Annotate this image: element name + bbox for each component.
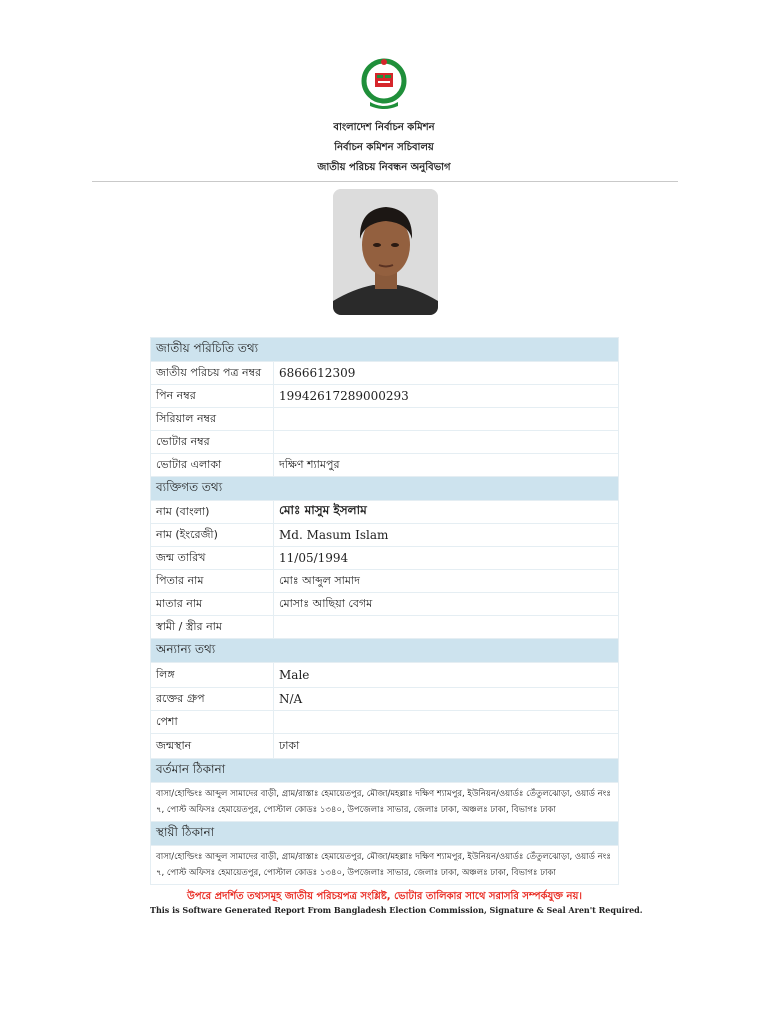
spouse-name-label: স্বামী / স্ত্রীর নাম [151,616,274,639]
voter-number-value [274,431,619,454]
section-national-identity: জাতীয় পরিচিতি তথ্য [151,338,619,362]
secretariat-name: নির্বাচন কমিশন সচিবালয় [334,142,434,153]
commission-name: বাংলাদেশ নির্বাচন কমিশন [333,122,435,133]
name-bangla-label: নাম (বাংলা) [151,501,274,524]
date-of-birth-label: জন্ম তারিখ [151,547,274,570]
name-bangla-value: মোঃ মাসুম ইসলাম [274,501,619,524]
section-permanent-address: স্থায়ী ঠিকানা [151,822,619,846]
section-personal: ব্যক্তিগত তথ্য [151,477,619,501]
citizen-portrait-photo-icon [333,189,438,315]
present-address-text: বাসা/হোল্ডিংঃ আব্দুল সামাদের বাড়ী, গ্রাম/রাস্তাঃ হেমায়েতপুর, মৌজা/মহল্লাঃ দক্ষিণ শ্যামপুর, ইউনিয়ন/ওয়ার্ডঃ তেঁতুলঝোড়া, ওয়ার্ড নংঃ ৭, পোস্ট অফিসঃ হেমায়েতপুর, পোস্টাল কোডঃ ১৩৪০, উপজেলাঃ সাভার, জেলাঃ ঢাকা, অঞ্চলঃ ঢাকা, বিভাগঃ ঢাকা [151,783,619,822]
section-other: অন্যান্য তথ্য [151,639,619,663]
date-of-birth-value: 11/05/1994 [274,547,619,570]
english-notice: This is Software Generated Report From Bangladesh Election Commission, Signature & Seal Aren't Required. [150,905,643,915]
mother-name-label: মাতার নাম [151,593,274,616]
serial-number-value [274,408,619,431]
occupation-value [274,711,619,734]
blood-group-label: রক্তের গ্রুপ [151,688,274,711]
voter-number-label: ভোটার নম্বর [151,431,274,454]
division-name: জাতীয় পরিচয় নিবন্ধন অনুবিভাগ [317,162,451,173]
pin-number-label: পিন নম্বর [151,385,274,408]
permanent-address-text: বাসা/হোল্ডিংঃ আব্দুল সামাদের বাড়ী, গ্রাম/রাস্তাঃ হেমায়েতপুর, মৌজা/মহল্লাঃ দক্ষিণ শ্যামপুর, ইউনিয়ন/ওয়ার্ডঃ তেঁতুলঝোড়া, ওয়ার্ড নংঃ ৭, পোস্ট অফিসঃ হেমায়েতপুর, পোস্টাল কোডঃ ১৩৪০, উপজেলাঃ সাভার, জেলাঃ ঢাকা, অঞ্চলঃ ঢাকা, বিভাগঃ ঢাকা [151,846,619,885]
mother-name-value: মোসাঃ আছিয়া বেগম [274,593,619,616]
occupation-label: পেশা [151,711,274,734]
nid-info-table [150,337,619,885]
voter-area-value: দক্ষিণ শ্যামপুর [274,454,619,477]
bangla-notice: উপরে প্রদর্শিত তথ্যসমূহ জাতীয় পরিচয়পত্র সংশ্লিষ্ট, ভোটার তালিকার সাথে সরাসরি সম্পর্কযুক্ত নয়। [187,891,582,902]
nid-number-label: জাতীয় পরিচয় পত্র নম্বর [151,362,274,385]
gender-label: লিঙ্গ [151,663,274,688]
blood-group-value: N/A [274,688,619,711]
pin-number-value: 19942617289000293 [274,385,619,408]
father-name-value: মোঃ আব্দুল সামাদ [274,570,619,593]
voter-area-label: ভোটার এলাকা [151,454,274,477]
name-english-value: Md. Masum Islam [274,524,619,547]
name-english-label: নাম (ইংরেজী) [151,524,274,547]
nid-number-value: 6866612309 [274,362,619,385]
document-footer [150,890,643,917]
birthplace-label: জন্মস্থান [151,734,274,759]
spouse-name-value [274,616,619,639]
citizen-photo [333,189,438,315]
document-header [0,56,768,178]
father-name-label: পিতার নাম [151,570,274,593]
birthplace-value: ঢাকা [274,734,619,759]
election-commission-emblem-icon [358,56,410,112]
header-divider [92,181,678,182]
gender-value: Male [274,663,619,688]
section-present-address: বর্তমান ঠিকানা [151,759,619,783]
serial-number-label: সিরিয়াল নম্বর [151,408,274,431]
